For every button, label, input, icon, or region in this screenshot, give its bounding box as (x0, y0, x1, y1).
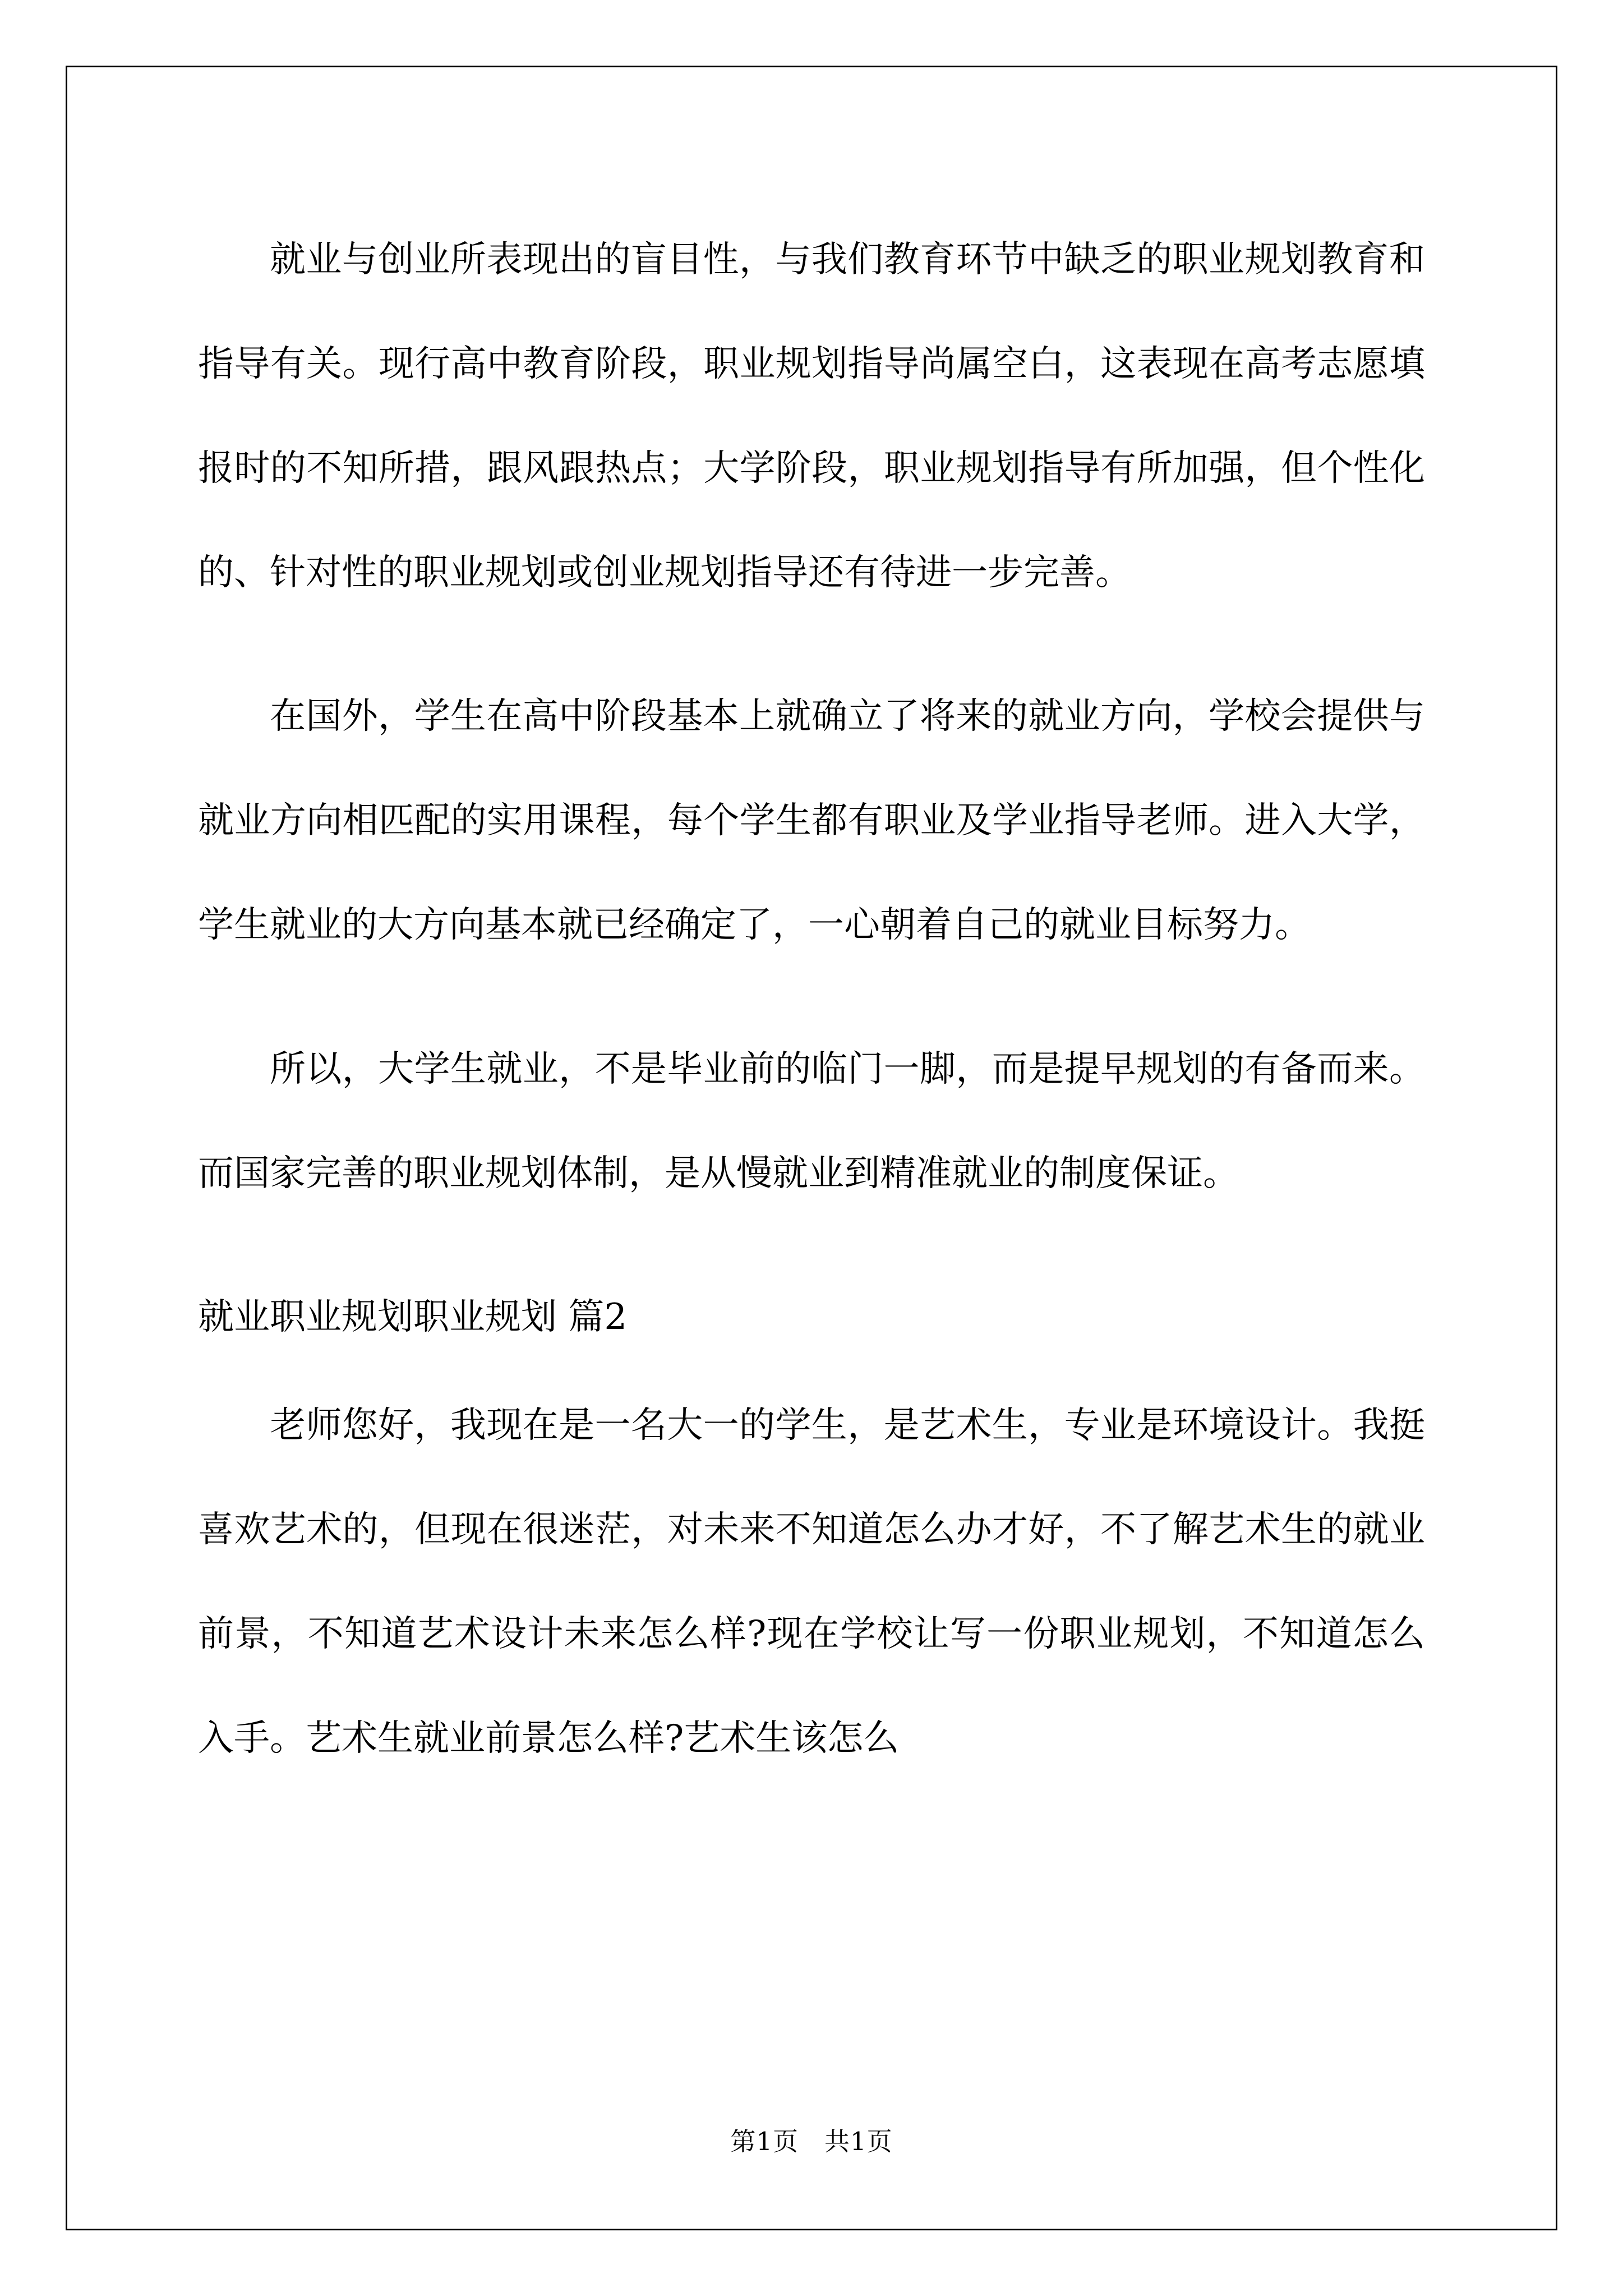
body-paragraph-2: 在国外，学生在高中阶段基本上就确立了将来的就业方向，学校会提供与就业方向相匹配的实用课程，每个学生都有职业及学业指导老师。进入大学，学生就业的大方向基本就已经确定了，一心朝着自己的就业目标努力。 (198, 696, 1425, 946)
section-paragraph-1: 老师您好，我现在是一名大一的学生，是艺术生，专业是环境设计。我挺喜欢艺术的，但现在很迷茫，对未来不知道怎么办才好，不了解艺术生的就业前景，不知道艺术设计未来怎么样?现在学校让写一份职业规划，不知道怎么入手。艺术生就业前景怎么样?艺术生该怎么 (198, 1404, 1425, 1759)
page-number-footer: 第1页 共1页 (730, 2127, 893, 2156)
body-paragraph-3: 所以，大学生就业，不是毕业前的临门一脚，而是提早规划的有备而来。而国家完善的职业规划体制，是从慢就业到精准就业的制度保证。 (198, 1048, 1425, 1194)
document-body (198, 208, 1425, 1830)
body-paragraph-1: 就业与创业所表现出的盲目性，与我们教育环节中缺乏的职业规划教育和指导有关。现行高中教育阶段，职业规划指导尚属空白，这表现在高考志愿填报时的不知所措，跟风跟热点；大学阶段，职业规划指导有所加强，但个性化的、针对性的职业规划或创业规划指导还有待进一步完善。 (198, 239, 1425, 593)
section-heading: 就业职业规划职业规划 篇2 (198, 1296, 628, 1338)
